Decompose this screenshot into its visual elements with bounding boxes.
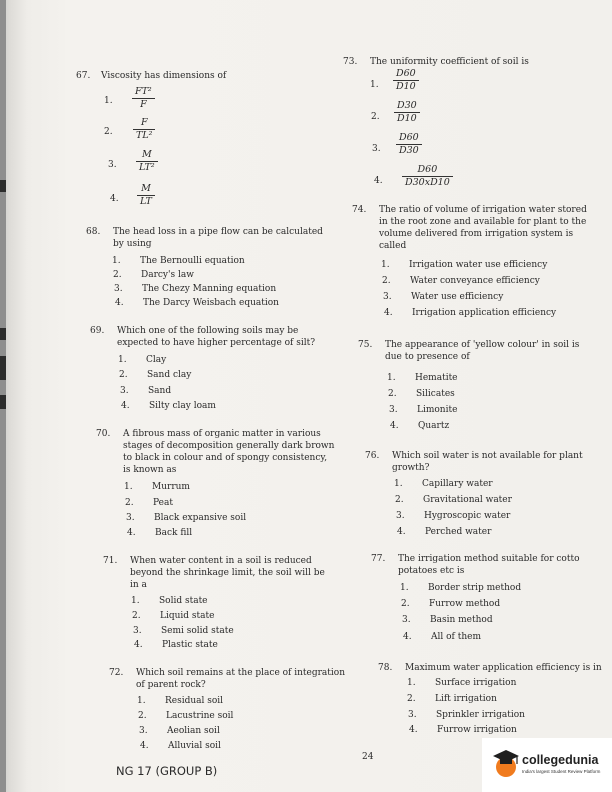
scan-edge-mark [0, 356, 6, 380]
question-text: stages of decomposition generally dark brown [123, 441, 335, 451]
question-number: 70. [96, 429, 111, 439]
question-text: is known as [123, 465, 177, 475]
option-fraction: $\frac{\text{FT²}}{F}$ [132, 86, 155, 111]
option-fraction: $\frac{F}{\text{TL²}}$ [133, 117, 155, 142]
question-text: Which soil water is not available for plant [392, 451, 583, 461]
paper-code-footer: NG 17 (GROUP B) [116, 764, 218, 778]
question-text: by using [113, 239, 152, 249]
question-text: beyond the shrinkage limit, the soil will be [130, 568, 325, 578]
question-text: expected to have higher percentage of silt? [117, 338, 316, 348]
question-text: called [379, 241, 407, 251]
question-text: in a [130, 580, 147, 590]
question-number: 68. [86, 227, 101, 237]
question-text: When water content in a soil is reduced [130, 556, 312, 566]
scan-edge-mark [0, 328, 6, 340]
question-number: 75. [358, 340, 373, 350]
question-text: of parent rock? [136, 680, 206, 690]
question-number: 72. [109, 668, 124, 678]
question-number: 77. [371, 554, 386, 564]
question-text: in the root zone and available for plant to the [379, 217, 587, 227]
question-text: Which one of the following soils may be [117, 326, 299, 336]
option-fraction: $\frac{D60}{D10}$ [393, 68, 419, 93]
question-text: to black in colour and of spongy consistency, [123, 453, 328, 463]
option-fraction: $\frac{M}{LT}$ [137, 183, 155, 208]
question-text: due to presence of [385, 352, 470, 362]
question-number: 69. [90, 326, 105, 336]
question-text: volume delivered from irrigation system is [379, 229, 574, 239]
collegedunia-watermark [482, 738, 612, 792]
question-text: potatoes etc is [398, 566, 465, 576]
option-fraction: $\frac{D60}{D30xD10}$ [402, 164, 453, 189]
question-text: Maximum water application efficiency is in [405, 663, 602, 673]
question-number: 76. [365, 451, 380, 461]
question-text: The ratio of volume of irrigation water stored [379, 205, 587, 215]
question-number: 67. [76, 71, 91, 81]
question-number: 78. [378, 663, 393, 673]
question-text: The appearance of 'yellow colour' in soil is [385, 340, 580, 350]
page-number: 24 [362, 752, 374, 762]
question-text: Viscosity has dimensions of [101, 71, 227, 81]
question-text: The irrigation method suitable for cotto [398, 554, 580, 564]
question-text: A fibrous mass of organic matter in various [123, 429, 321, 439]
brand-name: collegedunia [522, 753, 599, 767]
option-fraction: $\frac{M}{\text{LT²}}$ [136, 149, 158, 174]
question-number: 71. [103, 556, 118, 566]
question-number: 74. [352, 205, 367, 215]
brand-tagline: India's largest Student Review Platform [522, 769, 601, 774]
graduation-cap-icon [492, 747, 520, 779]
option-fraction: $\frac{D60}{D30}$ [396, 132, 422, 157]
option-fraction: $\frac{D30}{D10}$ [394, 100, 420, 125]
question-text: The head loss in a pipe flow can be calculated [113, 227, 323, 237]
question-text: growth? [392, 463, 430, 473]
question-text: The uniformity coefficient of soil is [370, 57, 529, 67]
scan-edge-mark [0, 395, 6, 409]
question-number: 73. [343, 57, 358, 67]
question-text: Which soil remains at the place of integration [136, 668, 346, 678]
scan-edge-mark [0, 180, 6, 192]
